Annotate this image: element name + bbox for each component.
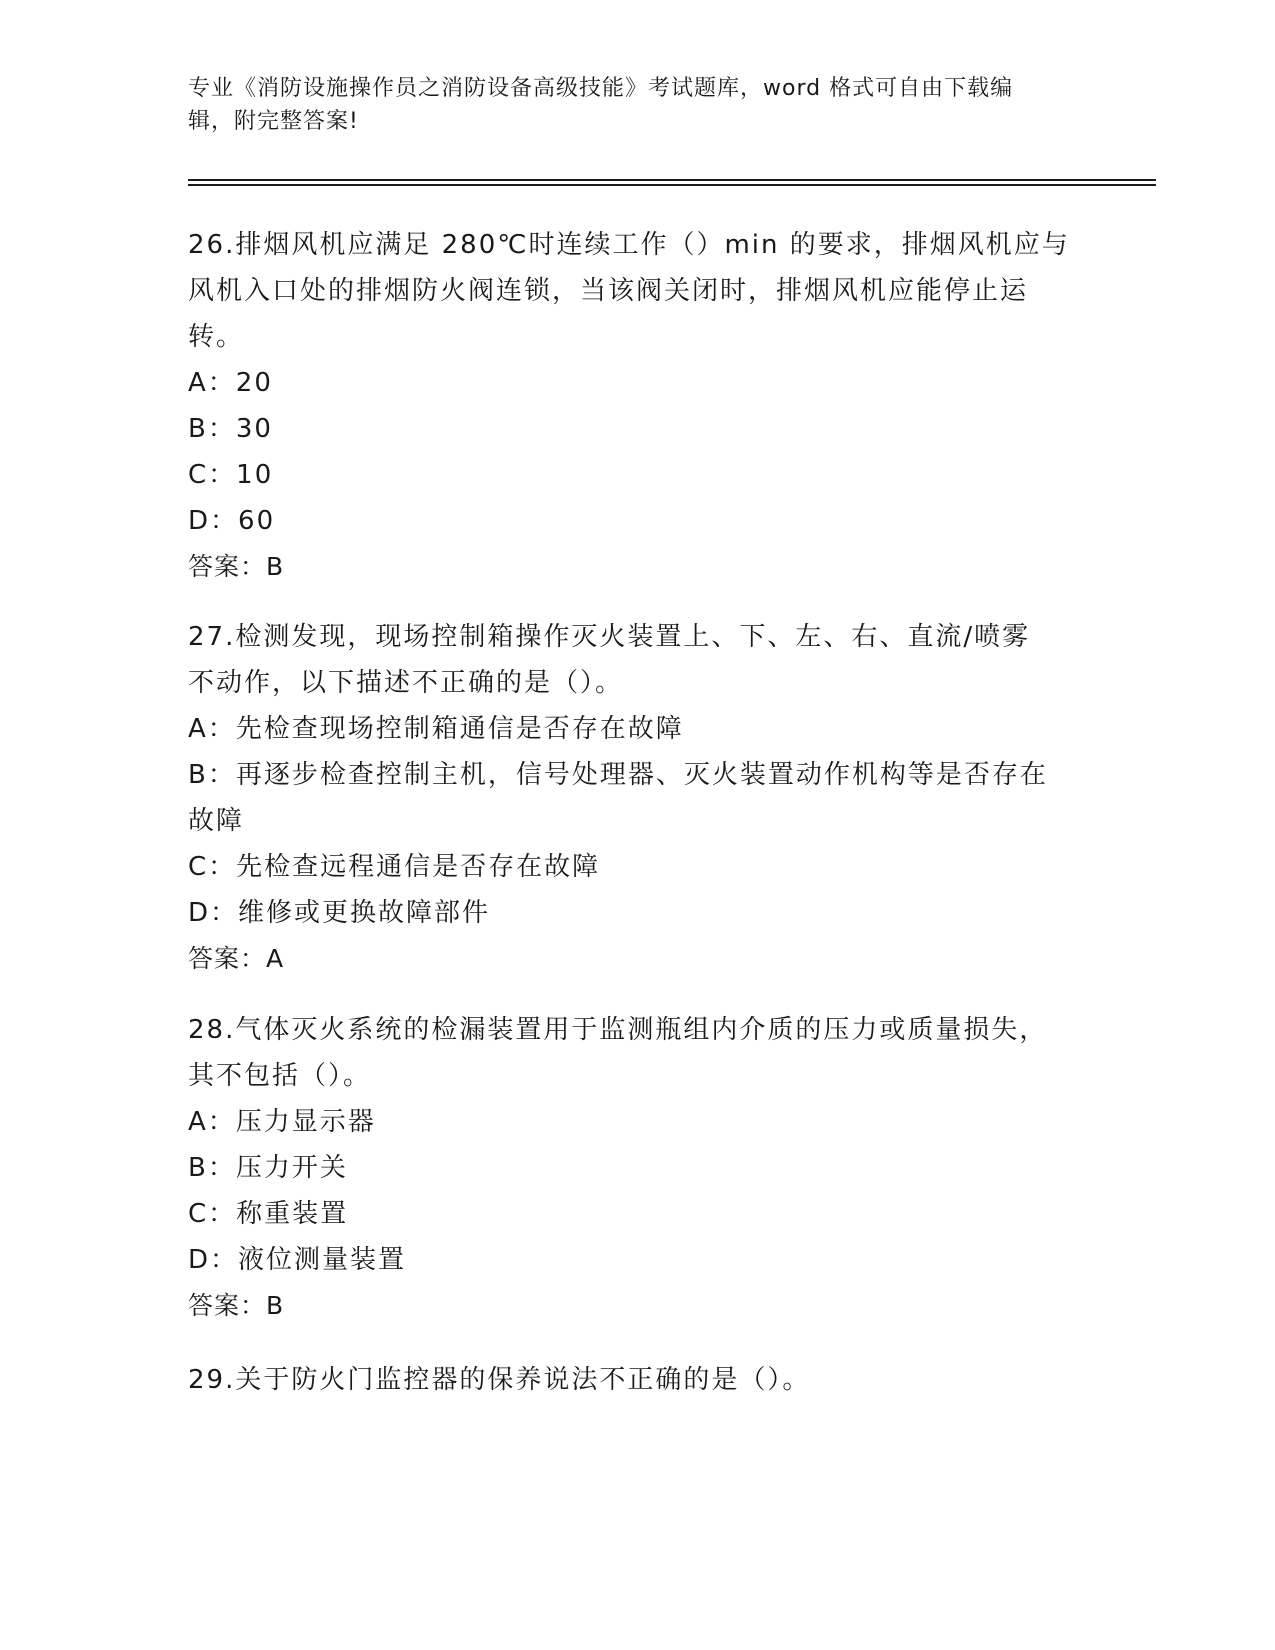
question-text-line: 风机入口处的排烟防火阀连锁，当该阀关闭时，排烟风机应能停止运 — [188, 276, 1029, 306]
option-c: C：先检查远程通信是否存在故障 — [188, 852, 601, 882]
option-a: A：20 — [188, 368, 273, 398]
question-text-line: 29.关于防火门监控器的保养说法不正确的是（）。 — [188, 1365, 811, 1395]
answer: 答案：B — [188, 552, 285, 581]
question-text-line: 27.检测发现，现场控制箱操作灭火装置上、下、左、右、直流/喷雾 — [188, 622, 1031, 652]
option-d: D：60 — [188, 506, 276, 536]
option-c: C：10 — [188, 460, 274, 490]
option-d: D：维修或更换故障部件 — [188, 898, 491, 928]
question-27 — [188, 614, 1088, 982]
option-b-continued: 故障 — [188, 806, 245, 836]
question-text-line: 26.排烟风机应满足 280℃时连续工作（）min 的要求，排烟风机应与 — [188, 230, 1070, 260]
option-c: C：称重装置 — [188, 1199, 349, 1229]
answer: 答案：B — [188, 1291, 285, 1320]
option-a: A：先检查现场控制箱通信是否存在故障 — [188, 714, 684, 744]
option-b: B：压力开关 — [188, 1153, 348, 1183]
question-text-line: 其不包括（）。 — [188, 1061, 372, 1091]
option-a: A：压力显示器 — [188, 1107, 376, 1137]
question-text-line: 28.气体灭火系统的检漏装置用于监测瓶组内介质的压力或质量损失， — [188, 1015, 1048, 1045]
header-line-1: 专业《消防设施操作员之消防设备高级技能》考试题库，word 格式可自由下载编 — [188, 76, 1014, 101]
header-divider-top — [188, 179, 1156, 181]
question-text-line: 不动作，以下描述不正确的是（）。 — [188, 668, 624, 698]
option-b: B：30 — [188, 414, 273, 444]
question-text-line: 转。 — [188, 322, 245, 352]
answer: 答案：A — [188, 944, 285, 973]
question-28 — [188, 1007, 1088, 1329]
option-d: D：液位测量装置 — [188, 1245, 407, 1275]
document-header — [188, 72, 1088, 138]
header-line-2: 辑，附完整答案! — [188, 109, 359, 134]
option-b: B：再逐步检查控制主机，信号处理器、灭火装置动作机构等是否存在 — [188, 760, 1048, 790]
header-divider-bottom — [188, 184, 1156, 186]
question-29 — [188, 1357, 1088, 1403]
question-26 — [188, 222, 1088, 590]
